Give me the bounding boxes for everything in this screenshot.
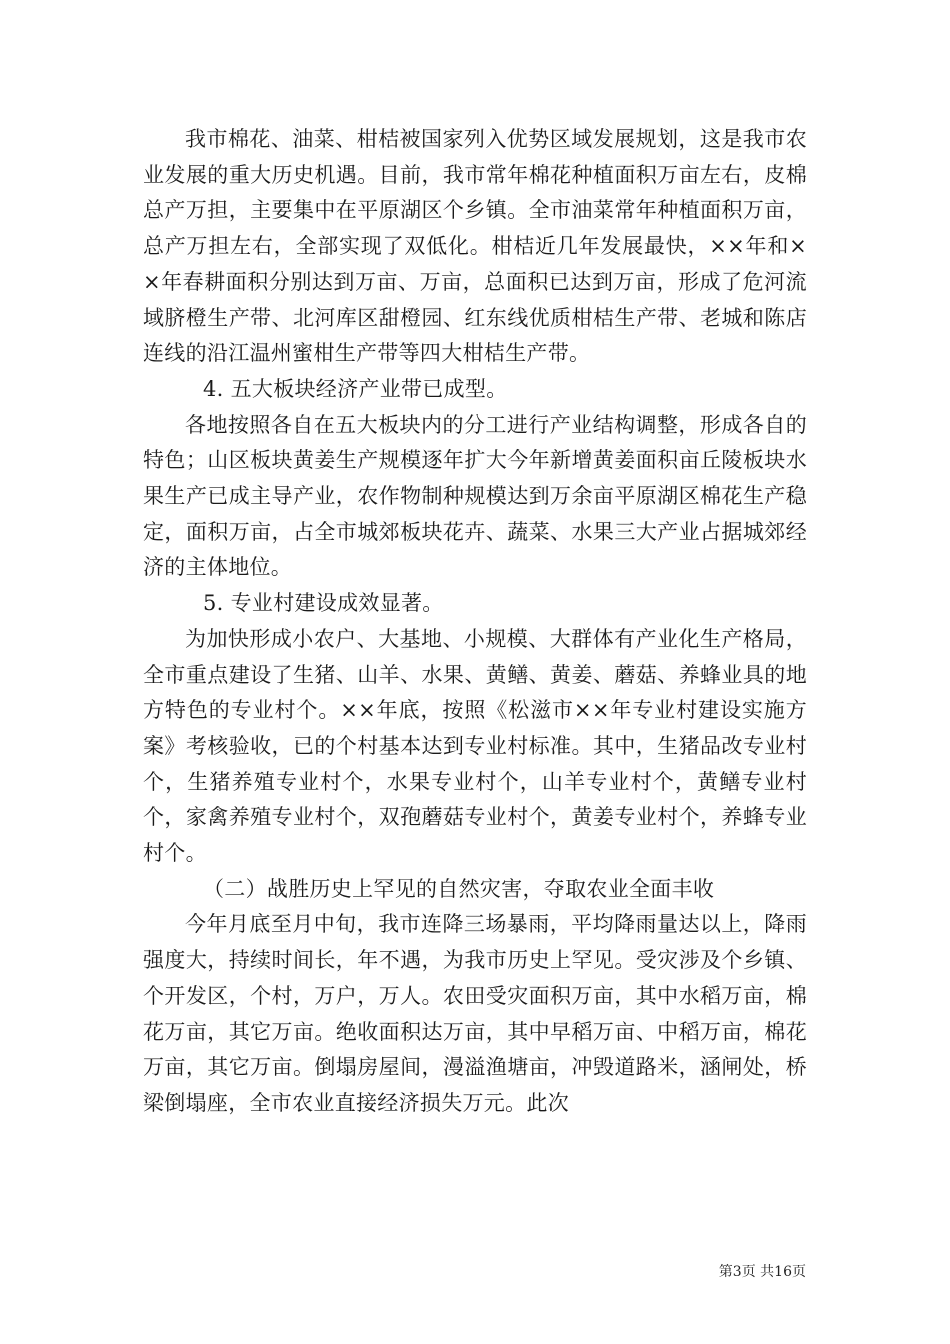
heading-five-sectors: 4. 五大板块经济产业带已成型。 — [203, 376, 508, 401]
heading-specialty-villages: 5. 专业村建设成效显著。 — [203, 591, 444, 616]
paragraph-specialty-villages: 为加快形成小农户、大基地、小规模、大群体有产业化生产格局，全市重点建设了生猪、山羊、水果、黄鳝、黄姜、蘑菇、养蜂业具的地方特色的专业村个。××年底，按照《松滋市××年专业村建设实施方案》考核验收，已的个村基本达到专业村标准。其中，生猪品改专业村个，生猪养殖专业村个，水果专业村个，山羊专业村个，黄鳝专业村个，家禽养殖专业村个，双孢蘑菇专业村个，黄姜专业村个，养蜂专业村个。 — [143, 626, 807, 866]
paragraph-five-sectors: 各地按照各自在五大板块内的分工进行产业结构调整，形成各自的特色；山区板块黄姜生产规模逐年扩大今年新增黄姜面积亩丘陵板块水果生产已成主导产业，农作物制种规模达到万余亩平原湖区棉花生产稳定，面积万亩，占全市城郊板块花卉、蔬菜、水果三大产业占据城郊经济的主体地位。 — [143, 412, 807, 580]
footer-total-pages: 16 — [774, 1264, 792, 1280]
footer-middle: 页 共 — [741, 1264, 775, 1280]
paragraph-citrus-planning: 我市棉花、油菜、柑桔被国家列入优势区域发展规划，这是我市农业发展的重大历史机遇。目前，我市常年棉花种植面积万亩左右，皮棉总产万担，主要集中在平原湖区个乡镇。全市油菜常年种植面积万亩，总产万担左右，全部实现了双低化。柑桔近几年发展最快，××年和××年春耕面积分别达到万亩、万亩，总面积已达到万亩，形成了危河流域脐橙生产带、北河库区甜橙园、红东线优质柑桔生产带、老城和陈店连线的沿江温州蜜柑生产带等四大柑桔生产带。 — [143, 127, 807, 366]
footer-prefix: 第 — [718, 1264, 733, 1280]
heading-natural-disaster: （二）战胜历史上罕见的自然灾害，夺取农业全面丰收 — [203, 876, 715, 901]
footer-suffix: 页 — [792, 1264, 806, 1280]
paragraph-natural-disaster: 今年月底至月中旬，我市连降三场暴雨，平均降雨量达以上，降雨强度大，持续时间长，年不遇，为我市历史上罕见。受灾涉及个乡镇、个开发区，个村，万户，万人。农田受灾面积万亩，其中水稻万亩，棉花万亩，其它万亩。绝收面积达万亩，其中早稻万亩、中稻万亩，棉花万亩，其它万亩。倒塌房屋间，漫溢渔塘亩，冲毁道路米，涵闸处，桥梁倒塌座，全市农业直接经济损失万元。此次 — [143, 912, 807, 1115]
document-body — [143, 122, 807, 1122]
page-number-footer — [719, 1263, 806, 1281]
footer-current-page: 3 — [732, 1264, 742, 1280]
